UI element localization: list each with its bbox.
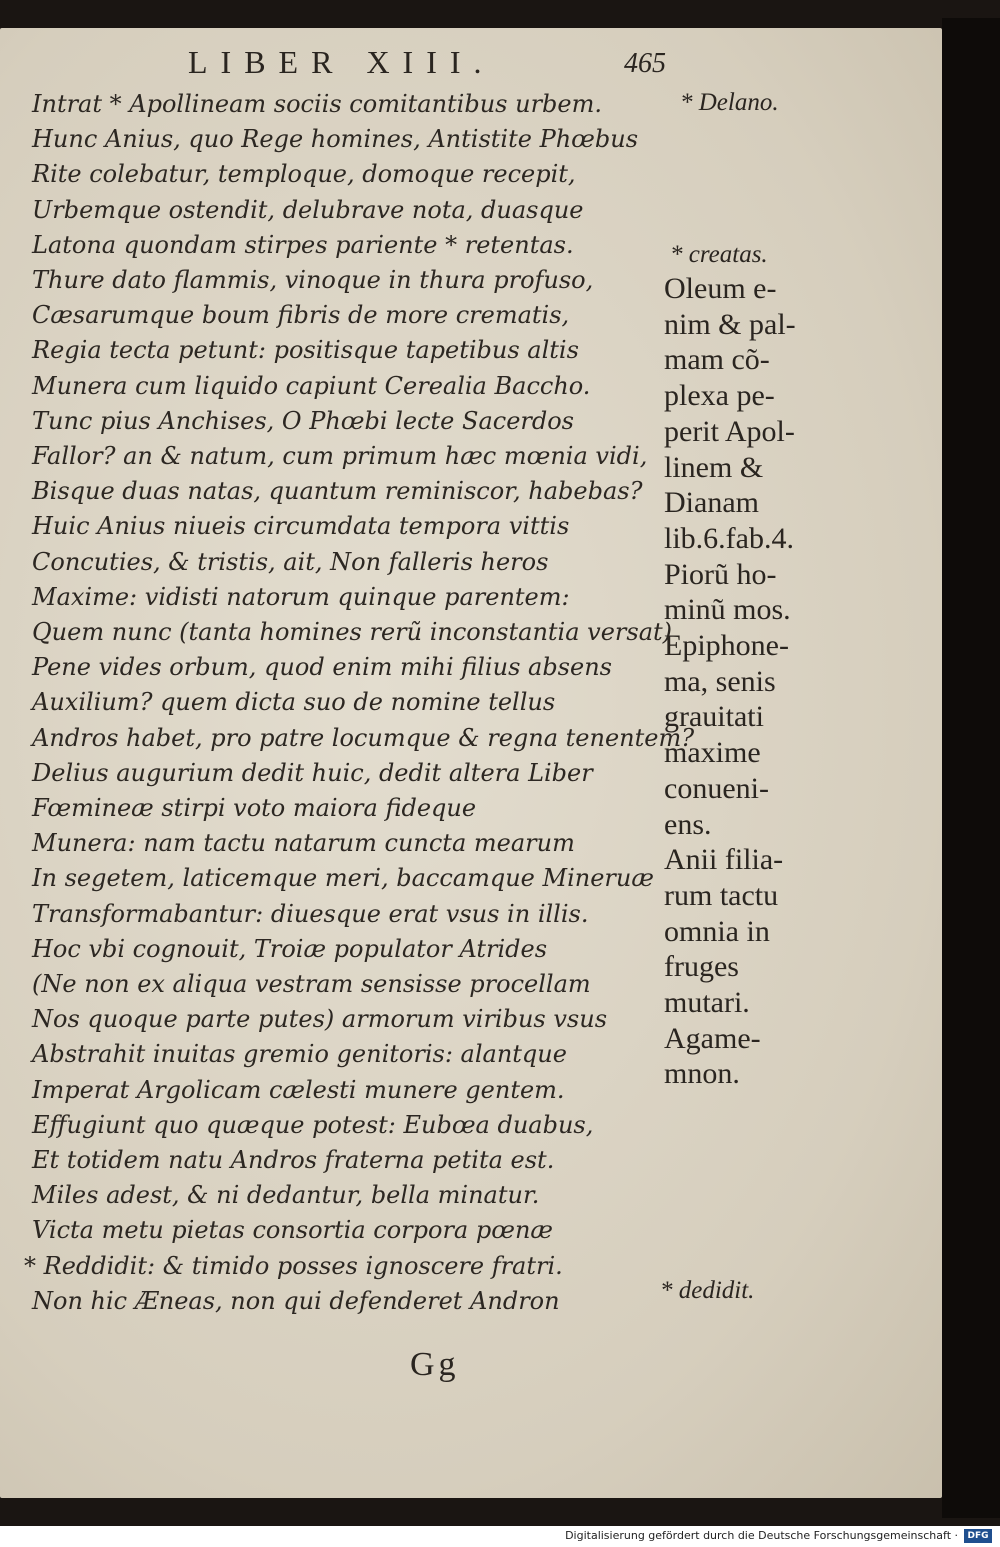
margin-note: Anii filia- — [664, 843, 784, 877]
margin-note: rum tactu — [664, 878, 779, 912]
verse-line: Rite colebatur, temploque, domoque recepit, — [32, 160, 576, 189]
margin-note: conueni- — [664, 771, 769, 805]
verse-line: Auxilium? quem dicta suo de nomine tellus — [32, 688, 556, 717]
verse-line: Delius augurium dedit huic, dedit altera Liber — [32, 758, 593, 787]
verse-line: Transformabantur: diuesque erat vsus in illis. — [32, 899, 589, 928]
verse-line: Effugiunt quo quæque potest: Eubœa duabus, — [32, 1110, 594, 1139]
margin-note: nim & pal- — [664, 307, 796, 341]
margin-note: omnia in — [664, 914, 770, 948]
verse-line: (Ne non ex aliqua vestram sensisse procellam — [32, 970, 591, 998]
margin-note: grauitati — [664, 700, 764, 734]
verse-line: Tunc pius Anchises, O Phœbi lecte Sacerdos — [32, 406, 574, 435]
verse-line: Munera: nam tactu natarum cuncta mearum — [32, 829, 575, 858]
verse-line: Urbemque ostendit, delubrave nota, duasque — [32, 195, 584, 224]
verse-line: Non hic Æneas, non qui defenderet Andron — [32, 1286, 560, 1315]
verse-line: Munera cum liquido capiunt Cerealia Baccho. — [32, 371, 591, 400]
funding-credit: Digitalisierung gefördert durch die Deutsche Forschungsgemeinschaft · — [565, 1529, 958, 1542]
verse-line: Thure dato flammis, vinoque in thura profuso, — [32, 266, 594, 294]
margin-note: Dianam — [664, 486, 759, 520]
verse-line: Abstrahit inuitas gremio genitoris: alantque — [32, 1040, 567, 1069]
verse-line: Miles adest, & ni dedantur, bella minatur. — [32, 1181, 540, 1210]
verse-line: Intrat * Apollineam sociis comitantibus urbem. — [32, 90, 602, 118]
dfg-logo-icon: DFG — [964, 1529, 992, 1543]
verse-line: In segetem, laticemque meri, baccamque Mineruæ — [32, 864, 654, 893]
verse-line: Quem nunc (tanta homines rerũ inconstantia versat) — [32, 618, 673, 646]
margin-note: * creatas. — [670, 241, 768, 268]
verse-line: Hoc vbi cognouit, Troiæ populator Atrides — [32, 934, 548, 963]
signature-mark: Gg — [410, 1346, 460, 1383]
margin-note: * Delano. — [680, 89, 779, 116]
verse-line: * Reddidit: & timido posses ignoscere fratri. — [24, 1251, 563, 1280]
verse-line: Fœmineæ stirpi voto maiora fideque — [32, 794, 477, 822]
verse-line: Victa metu pietas consortia corpora pœnæ — [32, 1216, 553, 1245]
margin-note: linem & — [664, 450, 764, 484]
verse-line: Latona quondam stirpes pariente * retentas. — [32, 230, 574, 259]
margin-note: Piorũ ho- — [664, 557, 777, 591]
margin-note: plexa pe- — [664, 379, 775, 413]
margin-note: Epiphone- — [664, 629, 789, 662]
margin-note: ma, senis — [664, 664, 776, 698]
margin-note: maxime — [664, 736, 761, 770]
margin-note: mutari. — [664, 986, 750, 1019]
margin-note: * dedidit. — [660, 1277, 755, 1304]
margin-note: perit Apol- — [664, 414, 795, 448]
margin-note: fruges — [664, 950, 739, 984]
verse-line: Cæsarumque boum fibris de more crematis, — [32, 301, 570, 330]
verse-line: Concuties, & tristis, ait, Non falleris heros — [32, 547, 549, 576]
verse-line: Imperat Argolicam cælesti munere gentem. — [32, 1075, 565, 1104]
verse-line: Huic Anius niueis circumdata tempora vittis — [32, 512, 570, 541]
margin-note: mnon. — [664, 1057, 740, 1091]
margin-note: lib.6.fab.4. — [664, 521, 794, 555]
verse-line: Fallor? an & natum, cum primum hæc mœnia vidi, — [32, 442, 648, 470]
verse-line: Maxime: vidisti natorum quinque parentem: — [32, 582, 570, 611]
verse-line: Et totidem natu Andros fraterna petita est. — [32, 1146, 555, 1174]
margin-note: Oleum e- — [664, 272, 777, 305]
page-number: 465 — [624, 48, 666, 79]
book-spine-shadow — [942, 18, 1000, 1518]
margin-note: ens. — [664, 807, 712, 841]
verse-line: Hunc Anius, quo Rege homines, Antistite Phœbus — [32, 125, 639, 154]
verse-line: Bisque duas natas, quantum reminiscor, habebas? — [32, 477, 643, 506]
verse-line: Andros habet, pro patre locumque & regna tenentem? — [32, 723, 695, 752]
margin-note: Agame- — [664, 1021, 761, 1055]
verse-line: Regia tecta petunt: positisque tapetibus altis — [32, 336, 579, 365]
running-header-title: LIBER XIII. — [188, 44, 495, 80]
verse-line: Nos quoque parte putes) armorum viribus vsus — [32, 1005, 608, 1034]
margin-note: minũ mos. — [664, 593, 791, 627]
verse-line: Pene vides orbum, quod enim mihi filius absens — [32, 653, 612, 682]
margin-note: mam cõ- — [664, 343, 770, 377]
